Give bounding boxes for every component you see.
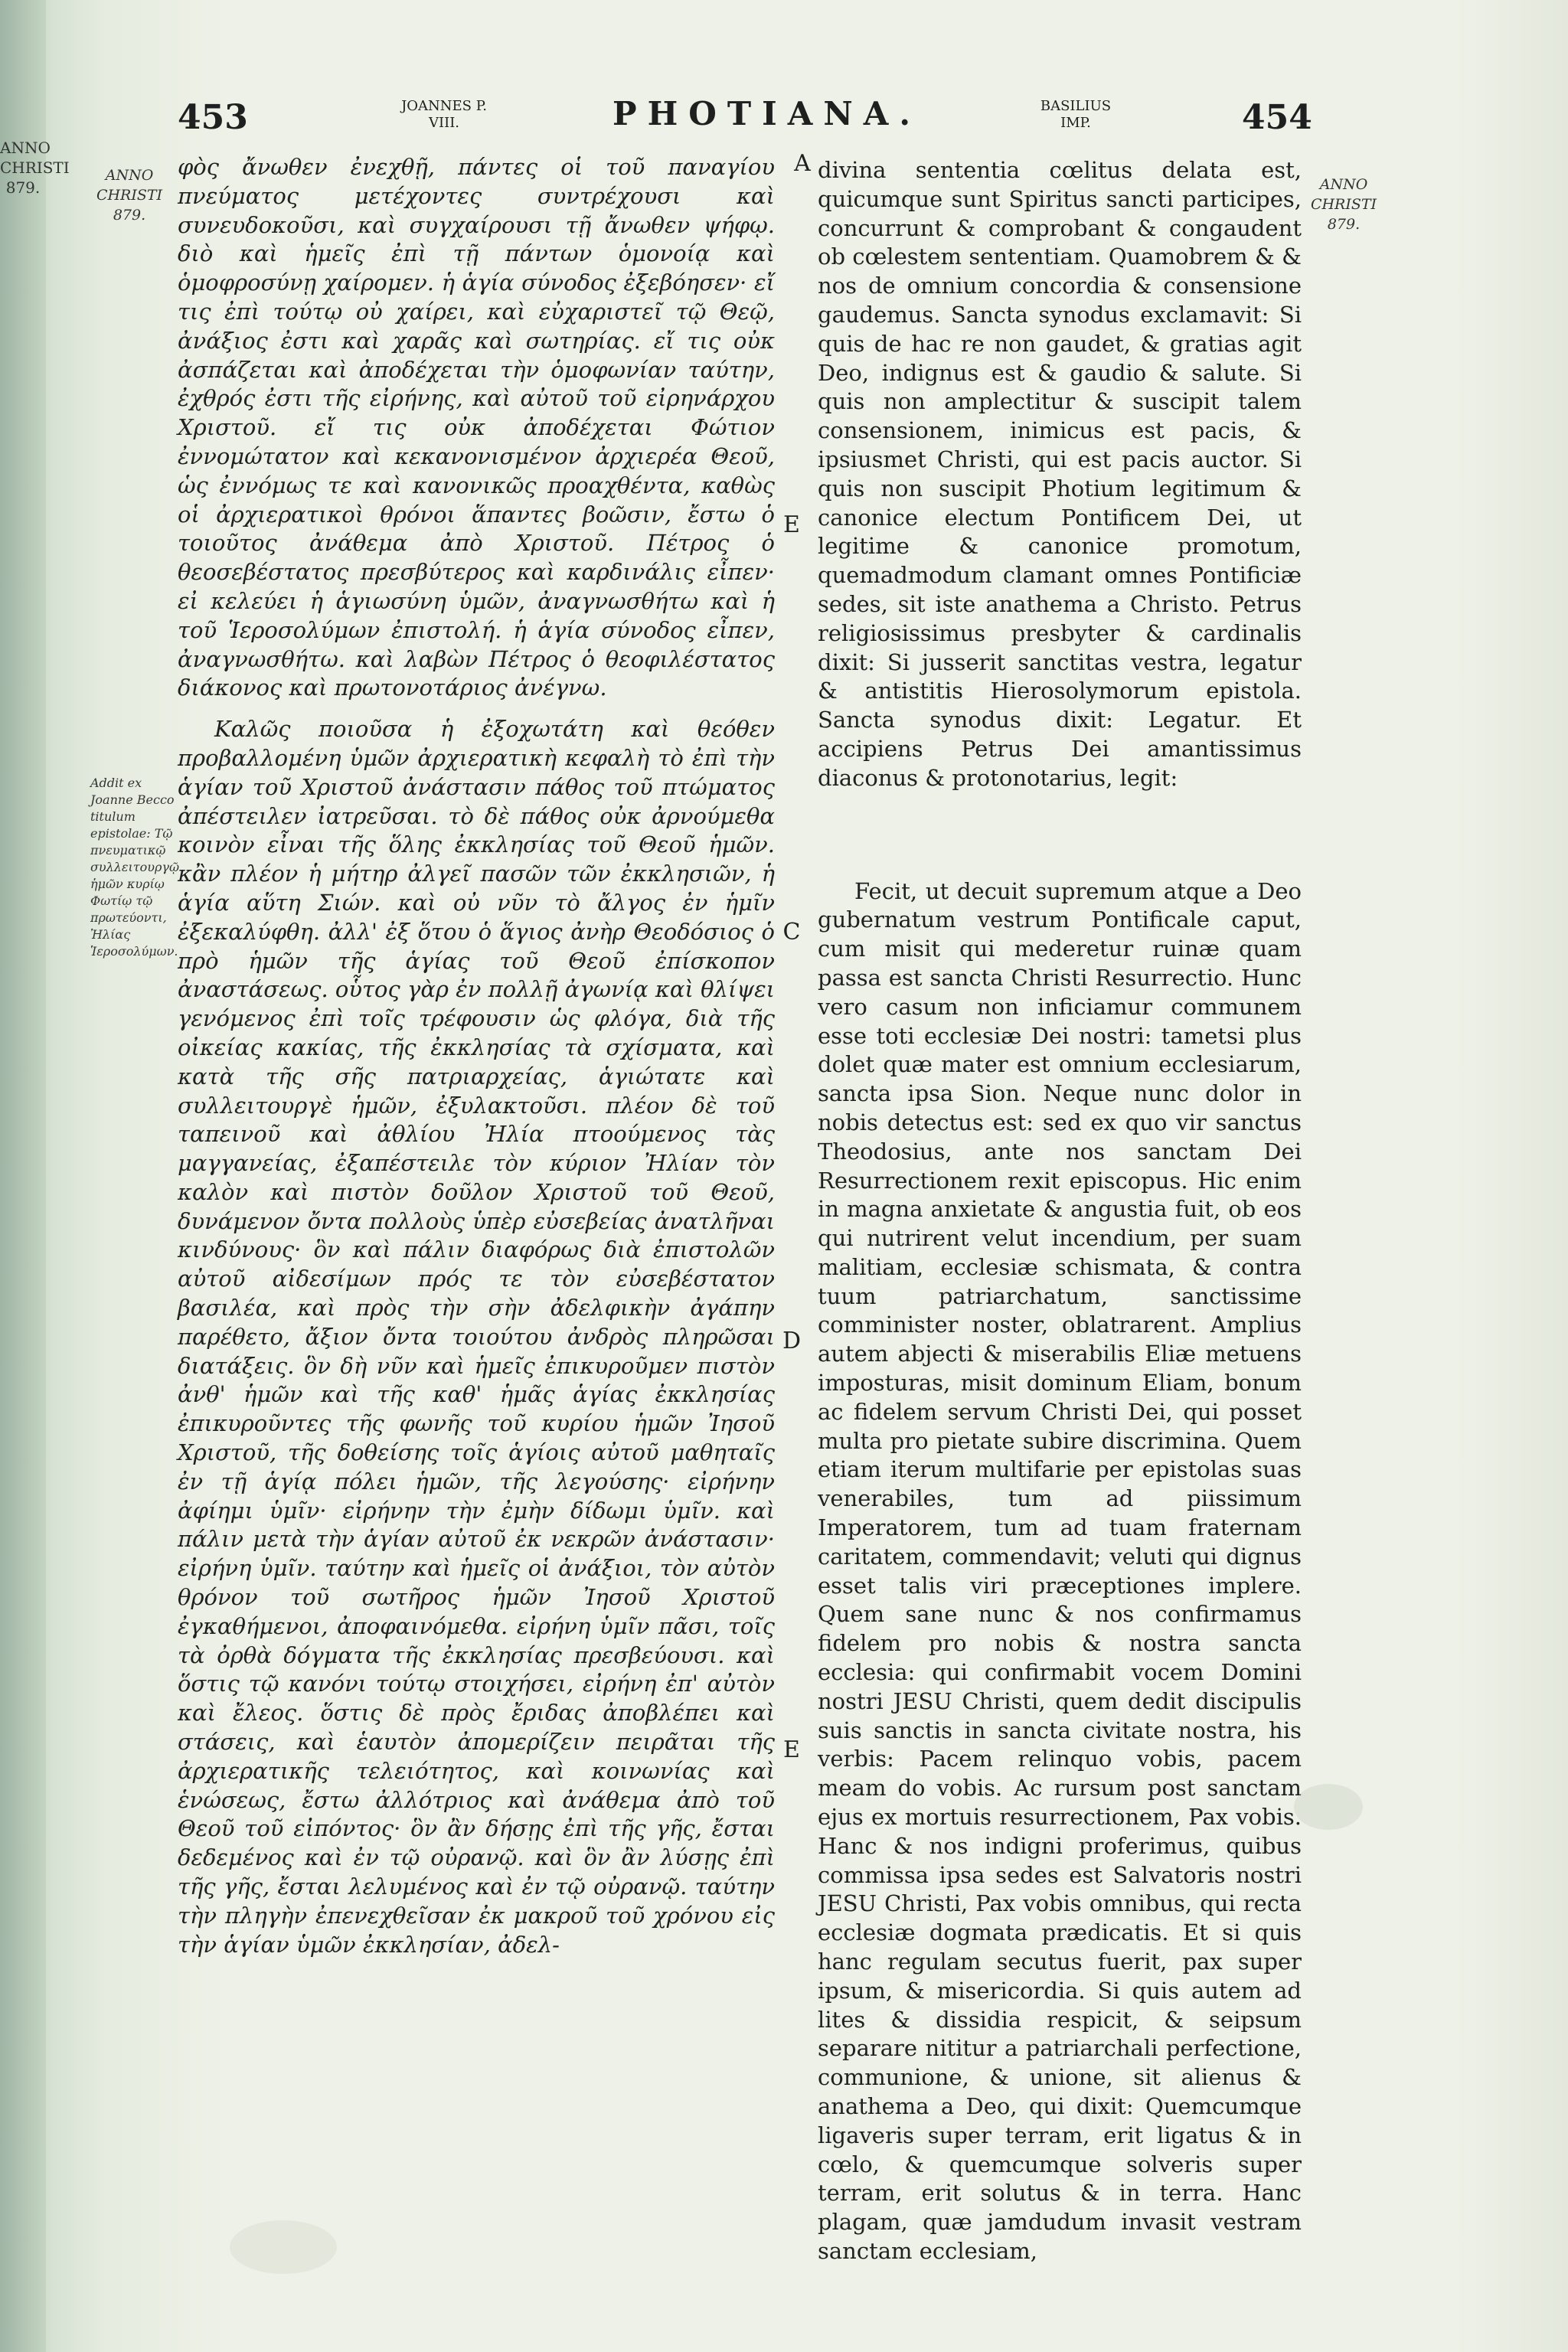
right-running-head: BASILIUS IMP. bbox=[1040, 98, 1112, 131]
previous-page-margin-note: ANNO CHRISTI 879. bbox=[0, 139, 70, 197]
page-fold-shadow bbox=[0, 0, 70, 2352]
left-running-head: JOANNES P. VIII. bbox=[401, 98, 487, 131]
paper-stain bbox=[230, 2220, 337, 2274]
section-letter-e: E bbox=[783, 511, 800, 538]
margin-annotation: Addit ex Joanne Becco titulum epistolae: Τῷ πνευματικῷ συλλειτουργῷ ἡμῶν κυρίῳ Φωτίῳ τῷ πρωτεύοντι, Ἠλίας Ἱεροσολύμων. bbox=[90, 776, 180, 959]
page-title: PHOTIANA. bbox=[612, 95, 921, 132]
greek-paragraph: φὸς ἄνωθεν ἐνεχθῇ, πάντες οἱ τοῦ παναγίου πνεύματος μετέχοντες συντρέχουσι καὶ συνευδοκοῦσι, καὶ συγχαίρουσι τῇ ἄνωθεν ψήφῳ. διὸ καὶ ἡμεῖς ἐπὶ τῇ πάντων ὁμονοίᾳ καὶ ὁμοφροσύνῃ χαίρομεν. ἡ ἁγία σύνοδος ἐξεβόησεν· εἴ τις ἐπὶ τούτῳ οὐ χαίρει, καὶ εὐχαριστεῖ τῷ Θεῷ, ἀνάξιος ἐστι καὶ χαρᾶς καὶ σωτηρίας. εἴ τις οὐκ ἀσπάζεται καὶ ἀποδέχεται τὴν ὁμοφωνίαν ταύτην, ἐχθρός ἐστι τῆς εἰρήνης, καὶ αὐτοῦ τοῦ εἰρηνάρχου Χριστοῦ. εἴ τις οὐκ ἀποδέχεται Φώτιον ἐννομώτατον καὶ κεκανονισμένον ἀρχιερέα Θεοῦ, ὡς ἐννόμως τε καὶ κανονικῶς προαχθέντα, καθὼς οἱ ἀρχιερατικοὶ θρόνοι ἅπαντες βοῶσιν, ἔστω ὁ τοιοῦτος ἀνάθεμα ἀπὸ Χριστοῦ. Πέτρος ὁ θεοσεβέστατος πρεσβύτερος καὶ καρδινάλις εἶπεν· εἰ κελεύει ἡ ἁγιωσύνη ὑμῶν, ἀναγνωσθήτω καὶ ἡ τοῦ Ἱεροσολύμων ἐπιστολή. ἡ ἁγία σύνοδος εἶπεν, ἀναγνωσθήτω. καὶ λαβὼν Πέτρος ὁ θεοφιλέστατος διάκονος καὶ πρωτονοτάριος ἀνέγνω. bbox=[178, 154, 775, 701]
right-page-number: 454 bbox=[1242, 98, 1312, 137]
section-letter-d: D bbox=[782, 1328, 802, 1354]
greek-paragraph: Καλῶς ποιοῦσα ἡ ἐξοχωτάτη καὶ θεόθεν προβαλλομένη ὑμῶν ἀρχιερατικὴ κεφαλὴ τὸ ἐπὶ τὴν ἁγίαν τοῦ Χριστοῦ ἀνάστασιν πάθος τοῦ πτώματος ἀπέστειλεν ἰατρεῦσαι. τὸ δὲ πάθος οὐκ ἀρνούμεθα κοινὸν εἶναι τῆς ὅλης ἐκκλησίας τοῦ Θεοῦ ἡμῶν. κἂν πλέον ἡ μήτηρ ἀλγεῖ πασῶν τῶν ἐκκλησιῶν, ἡ ἁγία αὕτη Σιών. καὶ οὐ νῦν τὸ ἄλγος ἐν ἡμῖν ἐξεκαλύφθη. ἀλλ' ἐξ ὅτου ὁ ἅγιος ἀνὴρ Θεοδόσιος ὁ πρὸ ἡμῶν τῆς ἁγίας τοῦ Θεοῦ ἐπίσκοπον ἀναστάσεως. οὗτος γὰρ ἐν πολλῇ ἀγωνίᾳ καὶ θλίψει γενόμενος ἐπὶ τοῖς τρέφουσιν ὡς φλόγα, διὰ τῆς οἰκείας κακίας, τῆς ἐκκλησίας τὰ σχίσματα, καὶ κατὰ τῆς σῆς πατριαρχείας, ἁγιώτατε καὶ συλλειτουργὲ ἡμῶν, ἐξυλακτοῦσι. πλέον δὲ τοῦ ταπεινοῦ καὶ ἀθλίου Ἠλία πτοούμενος τὰς μαγγανείας, ἐξαπέστειλε τὸν κύριον Ἠλίαν τὸν καλὸν καὶ πιστὸν δοῦλον Χριστοῦ τοῦ Θεοῦ, δυνάμενον ὄντα πολλοὺς ὑπὲρ εὐσεβείας ἀνατλῆναι κινδύνους· ὃν καὶ πάλιν διαφόρως διὰ ἐπιστολῶν αὐτοῦ αἰδεσίμων πρός τε τὸν εὐσεβέστατον βασιλέα, καὶ πρὸς τὴν σὴν ἀδελφικὴν ἀγάπην παρέθετο, ἄξιον ὄντα τοιούτου ἀνδρὸς πληρῶσαι διατάξεις. ὃν δὴ νῦν καὶ ἡμεῖς ἐπικυροῦμεν πιστὸν ἀνθ' ἡμῶν καὶ τῆς καθ' ἡμᾶς ἁγίας ἐκκλησίας ἐπικυροῦντες τῆς φωνῆς τοῦ κυρίου ἡμῶν Ἰησοῦ Χριστοῦ, τῆς δοθείσης τοῖς ἁγίοις αὐτοῦ μαθηταῖς ἐν τῇ ἁγίᾳ πόλει ἡμῶν, τῆς λεγούσης· εἰρήνην ἀφίημι ὑμῖν· εἰρήνην τὴν ἐμὴν δίδωμι ὑμῖν. καὶ πάλιν μετὰ τὴν ἁγίαν αὐτοῦ ἐκ νεκρῶν ἀνάστασιν· εἰρήνη ὑμῖν. ταύτην καὶ ἡμεῖς οἱ ἀνάξιοι, τὸν αὐτὸν θρόνον τοῦ σωτῆρος ἡμῶν Ἰησοῦ Χριστοῦ ἐγκαθήμενοι, ἀποφαινόμεθα. εἰρήνη ὑμῖν πᾶσι, τοῖς τὰ ὀρθὰ δόγματα τῆς ἐκκλησίας πρεσβεύουσι. καὶ ὅστις τῷ κανόνι τούτῳ στοιχήσει, εἰρήνη ἐπ' αὐτὸν καὶ ἔλεος. ὅστις δὲ πρὸς ἔριδας ἀποβλέπει καὶ στάσεις, καὶ ἑαυτὸν ἀπομερίζειν πειρᾶται τῆς ἀρχιερατικῆς τελειότητος, καὶ κοινωνίας καὶ ἑνώσεως, ἔστω ἀλλότριος καὶ ἀνάθεμα ἀπὸ τοῦ Θεοῦ τοῦ εἰπόντος· ὃν ἂν δήσῃς ἐπὶ τῆς γῆς, ἔσται δεδεμένος καὶ ἐν τῷ οὐρανῷ. καὶ ὃν ἂν λύσῃς ἐπὶ τῆς γῆς, ἔσται λελυμένος καὶ ἐν τῷ οὐρανῷ. ταύτην τὴν πληγὴν ἐπενεχθεῖσαν ἐκ μακροῦ τοῦ χρόνου εἰς τὴν ἁγίαν ὑμῶν ἐκκλησίαν, ἀδελ- bbox=[178, 716, 775, 1958]
section-letter-c: C bbox=[782, 919, 801, 946]
margin-year-right: ANNO CHRISTI 879. bbox=[1310, 176, 1377, 233]
left-page-number: 453 bbox=[178, 98, 248, 137]
margin-year-left: ANNO CHRISTI 879. bbox=[96, 167, 163, 224]
section-letter-e-lower: E bbox=[783, 1736, 800, 1763]
latin-text-column bbox=[818, 156, 1302, 2266]
section-letter-a: A bbox=[794, 150, 811, 177]
greek-text-column bbox=[178, 153, 775, 1959]
latin-paragraph: divina sententia cœlitus delata est, quicumque sunt Spiritus sancti participes, concurrunt & comprobant & congaudent ob cœlestem sententiam. Quamobrem & & nos de omnium concordia & consensione gaudemus. Sancta synodus exclamavit: Si quis de hac re non gaudet, & gratias agit Deo, indignus est & gaudio & salute. Si quis non amplectitur & suscipit talem consensionem, inimicus est pacis, & ipsiusmet Christi, qui est pacis auctor. Si quis non suscipit Photium legitimum & canonice electum Pontificem Dei, ut legitime & canonice promotum, quemadmodum clamant omnes Pontificiæ sedes, sit iste anathema a Christo. Petrus religiosissimus presbyter & cardinalis dixit: Si jusserit sanctitas vestra, legatur & antistitis Hierosolymorum epistola. Sancta synodus dixit: Legatur. Et accipiens Petrus Dei amantissimus diaconus & protonotarius, legit: bbox=[818, 157, 1302, 791]
latin-paragraph: Fecit, ut decuit supremum atque a Deo gubernatum vestrum Pontificale caput, cum misit qui mederetur ruinæ quam passa est sancta Christi Resurrectio. Hunc vero casum non inficiamur communem esse toti ecclesiæ Dei nostri: tametsi plus dolet quæ mater est omnium ecclesiarum, sancta ipsa Sion. Neque nunc dolor in nobis detectus est: sed ex quo vir sanctus Theodosius, ante nos sanctam Dei Resurrectionem rexit episcopus. Hic enim in magna anxietate & angustia fuit, ob eos qui nutrirent velut incendium, per suam malitiam, ecclesiæ schismata, & contra tuum patriarchatum, sanctissime comminister noster, oblatrarent. Amplius autem abjecti & miserabilis Eliæ metuens imposturas, misit dominum Eliam, bonum ac fidelem servum Christi Dei, qui posset multa pro pietate subire discrimina. Quem etiam iterum multifarie per epistolas suas venerabiles, tum ad piissimum Imperatorem, tum ad tuam fraternam caritatem, commendavit; veluti qui dignus esset talis viri præceptiones implere. Quem sane nunc & nos confirmamus fidelem pro nobis & nostra sancta ecclesia: qui confirmabit vocem Domini nostri JESU Christi, quem dedit discipulis suis sanctis in sancta civitate nostra, his verbis: Pacem relinquo vobis, pacem meam do vobis. Ac rursum post sanctam ejus ex mortuis resurrectionem, Pax vobis. Hanc & nos indigni proferimus, quibus commissa ipsa sedes est Salvatoris nostri JESU Christi, Pax vobis omnibus, qui recta ecclesiæ dogmata prædicatis. Et si quis hanc regulam secutus fuerit, pax super ipsum, & misericordia. Si quis autem ad lites & dissidia respicit, & seipsum separare nititur a patriarchali perfectione, communione, & unione, sit alienus & anathema a Deo, qui dixit: Quemcumque ligaveris super terram, erit ligatus & in cœlo, & quemcumque solveris super terram, erit solutus & in terra. Hanc plagam, quæ jamdudum invasit vestram sanctam ecclesiam, bbox=[818, 877, 1302, 2264]
paper-stain bbox=[1294, 1784, 1363, 1830]
